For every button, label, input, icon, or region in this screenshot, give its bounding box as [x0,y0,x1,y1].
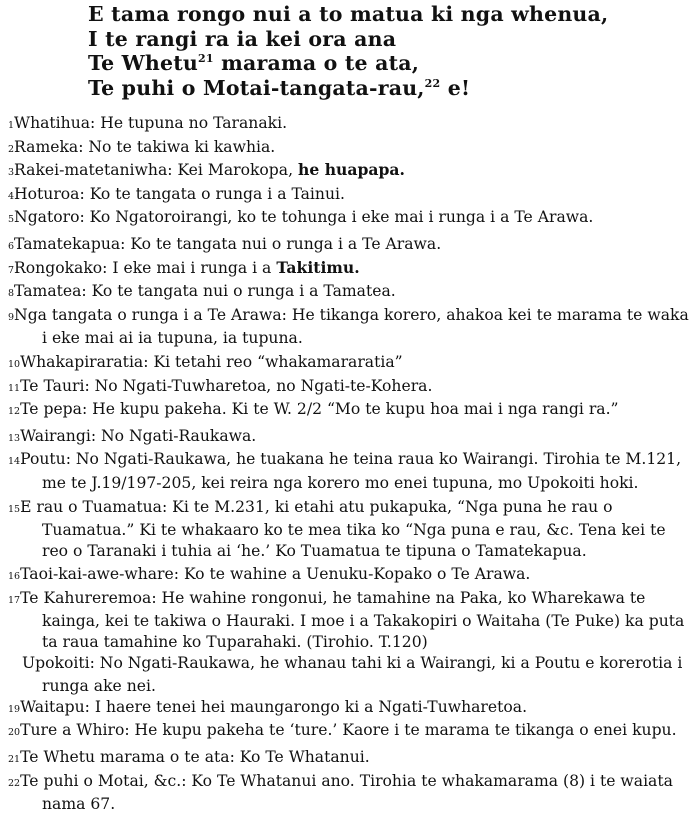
footnote [4,234,694,258]
verse-line [88,51,688,76]
footnote [4,426,694,450]
verse-line-text: Te puhi o Motai-tangata-rau, [88,75,425,100]
verse-line-text: E tama rongo nui a to matua ki nga whenua, [88,2,609,26]
footnote-text: Waitapu: I haere tenei hei maungarongo ki a Ngati-Tuwharetoa. [20,697,528,716]
footnote-number: 3 [8,167,15,179]
footnote-text: Rameka: No te takiwa ki kawhia. [14,137,276,156]
verse-block [88,2,688,100]
footnote-text: Nga tangata o runga i a Te Arawa: He tikanga korero, ahakoa kei te marama te waka i eke mai ai ia tupuna, ia tupuna. [14,305,689,348]
footnote-ref: 21 [198,52,214,66]
footnote-text: Rakei-matetaniwha: Kei Marokopa, [14,161,298,180]
footnote [4,207,694,231]
footnotes-list [4,113,694,815]
footnote-text: Hoturoa: Ko te tangata o runga i a Tainui. [14,184,345,203]
footnote-number: 2 [8,143,15,155]
footnote [4,258,694,282]
footnote-number: 22 [8,777,21,789]
footnote [4,399,694,423]
footnote-number: 1 [8,120,15,131]
footnote [4,281,694,305]
footnote-text: Whatihua: He tupuna no Taranaki. [14,114,288,132]
footnote [4,697,694,721]
footnote-number: 15 [8,503,21,515]
footnote-number: 12 [8,406,21,418]
footnote [4,449,694,493]
footnote [4,160,694,184]
footnote [4,137,694,161]
footnote [4,352,694,376]
footnote-text: Wairangi: No Ngati-Raukawa. [20,426,257,445]
footnote-text: Te Tauri: No Ngati-Tuwharetoa, no Ngati-te-Kohera. [20,376,433,395]
verse-line-text-after: marama o te ata, [213,51,420,75]
verse-line [88,76,688,101]
footnote-number: 5 [8,214,15,226]
verse-line [88,2,688,27]
footnote [4,113,694,137]
footnote-number: 19 [8,703,21,715]
verse-line-text-after: e! [440,75,471,100]
footnote-text: Te Whetu marama o te ata: Ko Te Whatanui. [20,748,370,767]
footnote-bold-text: Takitimu. [276,257,360,277]
footnote-number: 11 [8,382,21,394]
footnote-number: 21 [8,754,21,766]
footnote-text: Whakapiraratia: Ki tetahi reo “whakamararatia” [20,352,403,371]
footnote [4,305,694,349]
verse-line-text: Te Whetu [88,51,199,75]
footnote-number: 17 [8,594,21,606]
footnote-number: 20 [8,727,21,739]
footnote [4,588,694,653]
footnote-number: 16 [8,571,21,583]
footnote-bold-text: he huapapa. [298,160,405,180]
footnote [4,653,694,697]
footnote-text: Te pepa: He kupu pakeha. Ki te W. 2/2 “Mo te kupu hoa mai i nga rangi ra.” [20,400,619,419]
footnote-number: 8 [8,288,15,300]
footnote-number: 13 [8,432,21,444]
footnote [4,497,694,562]
footnote [4,747,694,771]
verse-line-text: I te rangi ra ia kei ora ana [88,26,397,51]
footnote-text: Ture a Whiro: He kupu pakeha te ‘ture.’ Kaore i te marama te tikanga o enei kupu. [20,721,677,740]
footnote-text: Ngatoro: Ko Ngatoroirangi, ko te tohunga i eke mai i runga i a Te Arawa. [14,208,594,227]
footnote-number: 7 [8,264,15,276]
footnote-number: 10 [8,358,21,370]
footnote [4,376,694,400]
verse-line [88,27,688,52]
footnote-text: Tamatekapua: Ko te tangata nui o runga i a Te Arawa. [14,234,442,253]
footnote-text: Poutu: No Ngati-Raukawa, he tuakana he teina raua ko Wairangi. Tirohia te M.121, me te J.19/197-205, kei reira nga korero mo enei tupuna, mo Upokoiti hoki. [20,450,682,492]
footnote [4,771,694,815]
footnote-text: Tamatea: Ko te tangata nui o runga i a Tamatea. [14,282,396,301]
footnote-number: 4 [8,190,15,202]
footnote [4,720,694,744]
footnote [4,184,694,208]
footnote-number: 6 [8,240,15,252]
footnote-number: 14 [8,456,21,468]
footnote-text: Rongokako: I eke mai i runga i a [14,258,277,277]
footnote-text: Te Kahureremoa: He wahine rongonui, he tamahine na Paka, ko Wharekawa te kainga, kei te takiwa o Hauraki. I moe i a Takakopiri o Waitaha (Te Puke) ka puta ta raua tamahine ko Tuparahaki. (Tirohio. T.120) [20,588,685,652]
footnote-ref: 22 [424,76,441,90]
footnote-text: Upokoiti: No Ngati-Raukawa, he whanau tahi ki a Wairangi, ki a Poutu e korerotia i runga ake nei. [22,653,683,696]
footnote-text: Te puhi o Motai, &c.: Ko Te Whatanui ano. Tirohia te whakamarama (8) i te waiata nama 67. [20,771,673,814]
footnote-text: E rau o Tuamatua: Ki te M.231, ki etahi atu pukapuka, “Nga puna he rau o Tuamatua.” Ki te whakaaro ko te mea tika ko “Nga puna e rau, &c. Tena kei te reo o Taranaki i tuhia ai ‘he.’ Ko Tuamatua te tipuna o Tamatekapua. [20,497,666,560]
footnote [4,564,694,588]
footnote-number: 9 [8,311,15,323]
footnote-text: Taoi-kai-awe-whare: Ko te wahine a Uenuku-Kopako o Te Arawa. [20,565,531,584]
